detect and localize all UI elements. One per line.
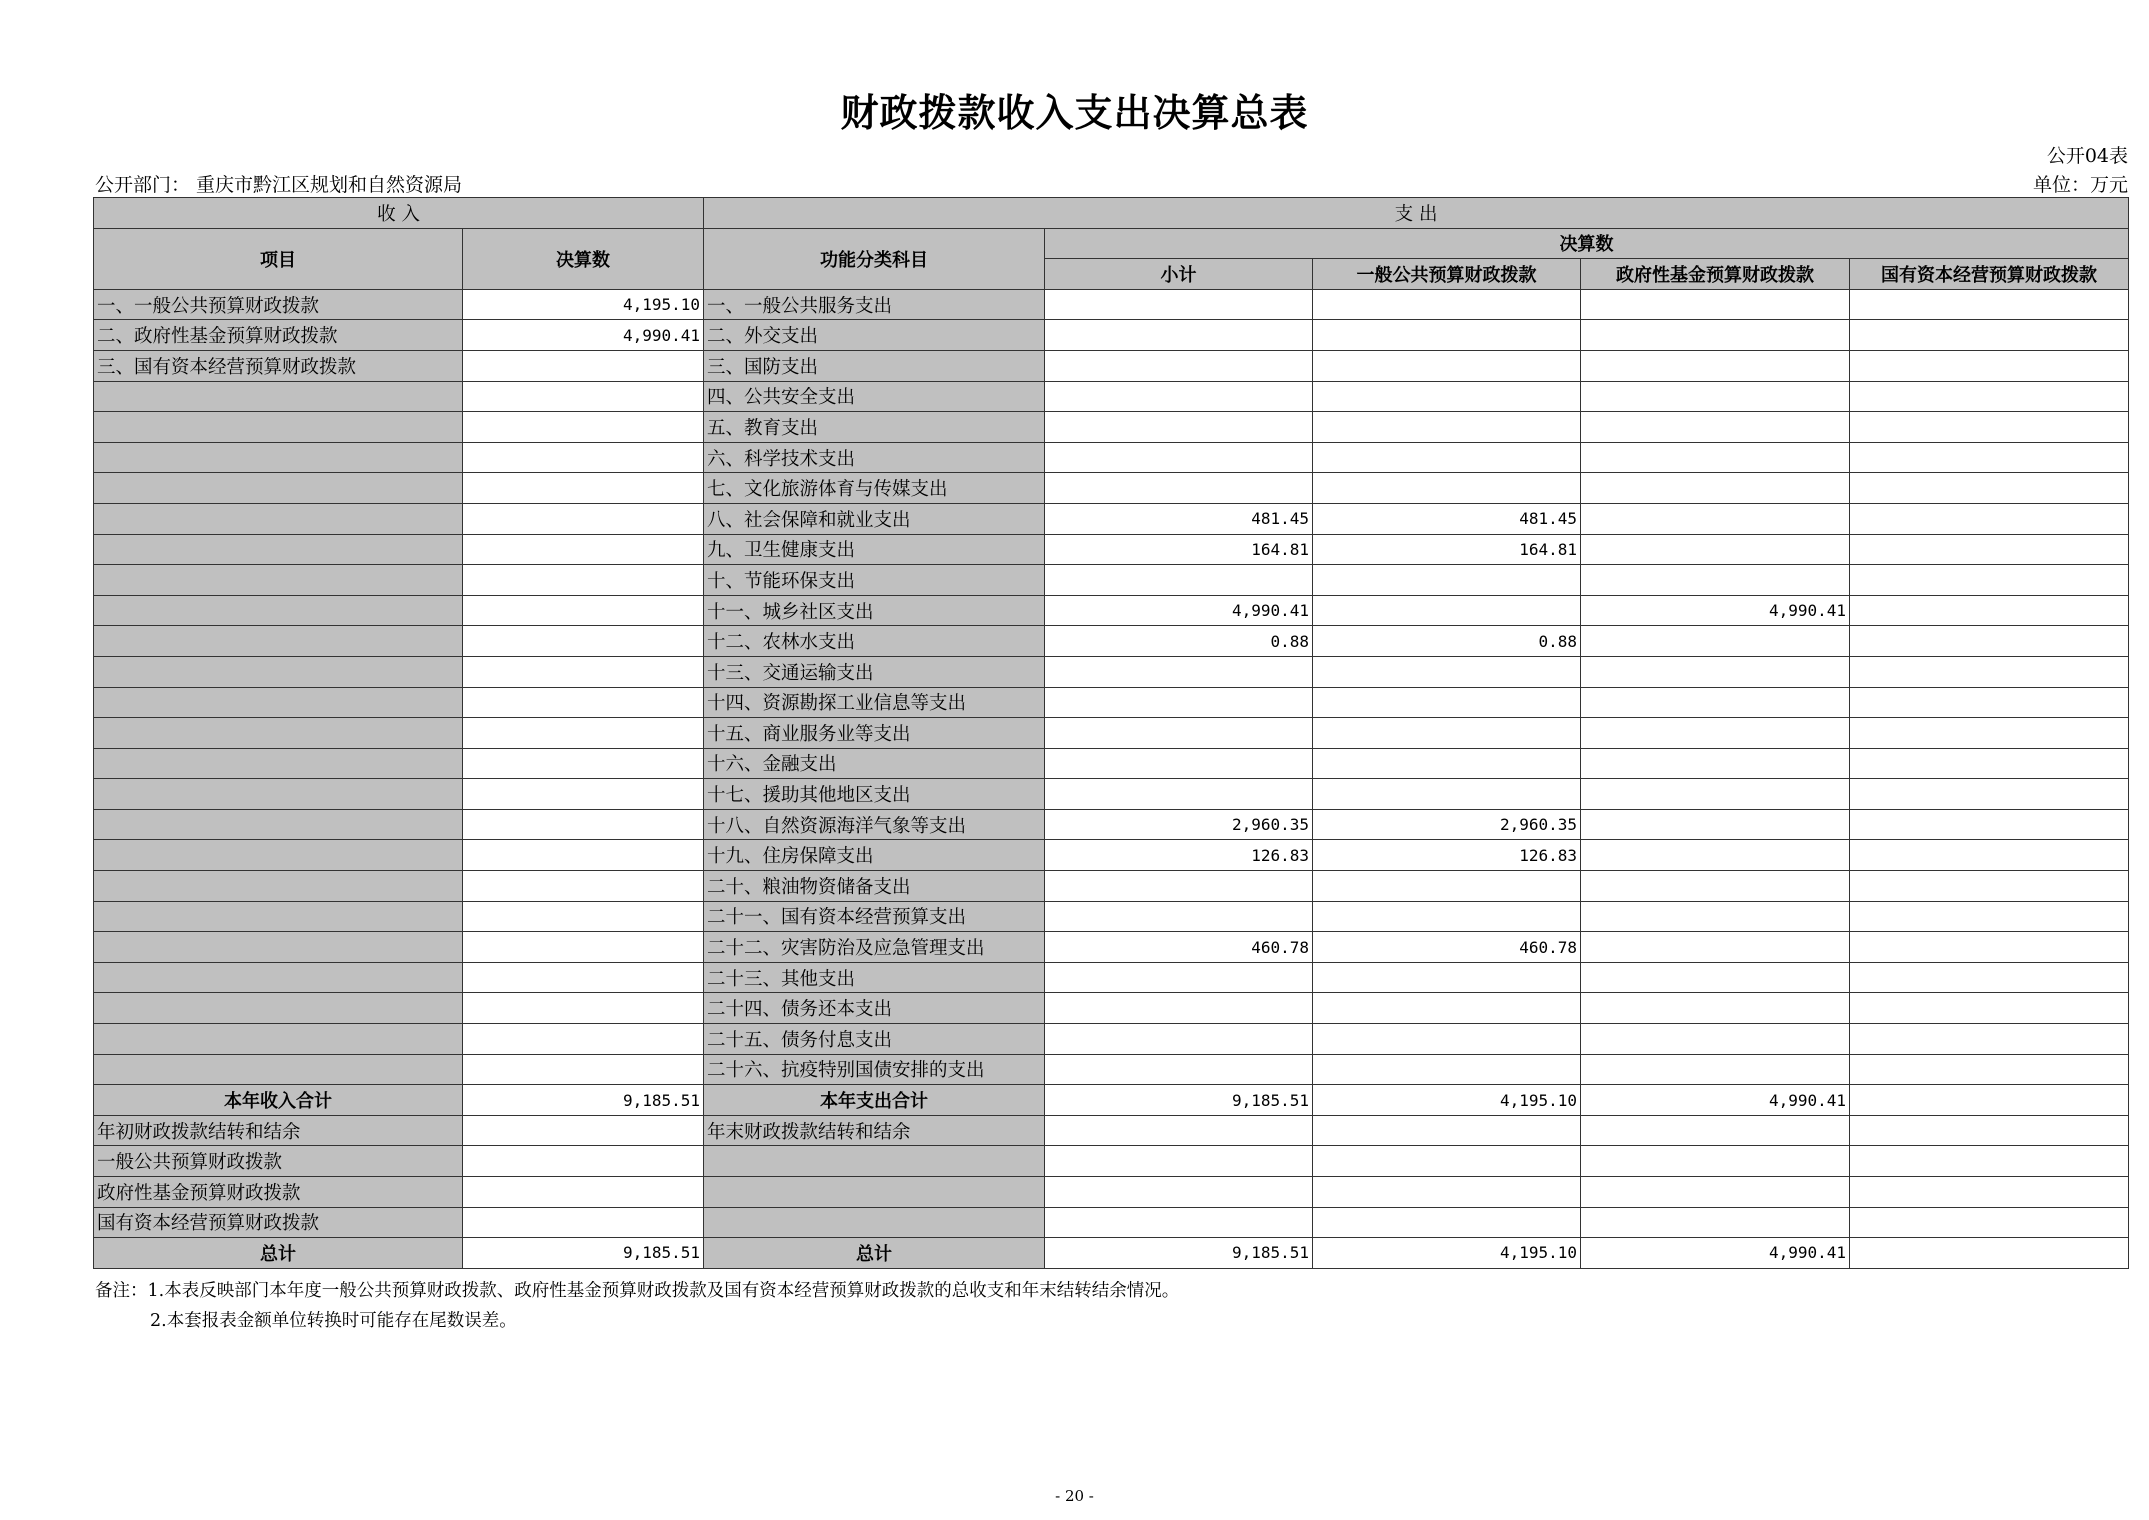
function-category-cell: 二十一、国有资本经营预算支出 — [704, 901, 1045, 932]
expense-header: 支 出 — [704, 198, 2129, 229]
budget-table — [93, 197, 2129, 1269]
soe-budget-cell — [1850, 962, 2129, 993]
income-amount-cell — [463, 871, 704, 902]
fund-budget-cell — [1581, 871, 1850, 902]
function-category-cell: 三、国防支出 — [704, 350, 1045, 381]
function-category-cell: 七、文化旅游体育与传媒支出 — [704, 473, 1045, 504]
fund-budget-cell — [1581, 350, 1850, 381]
grand-expense-total-label: 总计 — [704, 1238, 1045, 1269]
table-row — [94, 1024, 2129, 1055]
header-row-2 — [94, 228, 2129, 259]
fund-budget-cell — [1581, 1207, 1850, 1238]
carry-over-sub-amount — [463, 1207, 704, 1238]
table-row — [94, 473, 2129, 504]
income-amount-cell — [463, 565, 704, 596]
income-item-cell: 二、政府性基金预算财政拨款 — [94, 320, 463, 351]
fund-header: 政府性基金预算财政拨款 — [1581, 259, 1850, 290]
fund-budget-cell — [1581, 565, 1850, 596]
table-row — [94, 779, 2129, 810]
income-item-cell — [94, 932, 463, 963]
soe-budget-cell — [1850, 871, 2129, 902]
subtotal-cell — [1045, 656, 1313, 687]
unit-label: 单位：万元 — [2032, 174, 2128, 196]
general-budget-cell — [1313, 871, 1581, 902]
fund-budget-cell — [1581, 1146, 1850, 1177]
income-item-cell: 三、国有资本经营预算财政拨款 — [94, 350, 463, 381]
income-item-cell — [94, 565, 463, 596]
function-category-cell: 十六、金融支出 — [704, 748, 1045, 779]
income-item-cell — [94, 381, 463, 412]
item-header: 项目 — [94, 228, 463, 289]
income-amount-cell: 4,195.10 — [463, 289, 704, 320]
subtotal-cell — [1045, 320, 1313, 351]
table-row — [94, 809, 2129, 840]
fund-budget-cell — [1581, 1177, 1850, 1208]
soe-budget-cell — [1850, 473, 2129, 504]
fund-budget-cell — [1581, 962, 1850, 993]
subtotal-cell — [1045, 718, 1313, 749]
notes — [95, 1276, 1179, 1336]
fund-budget-cell — [1581, 718, 1850, 749]
fund-budget-cell — [1581, 932, 1850, 963]
general-budget-cell — [1313, 993, 1581, 1024]
fund-budget-cell — [1581, 901, 1850, 932]
beginning-carry-over-amount — [463, 1115, 704, 1146]
carry-over-sub-item: 政府性基金预算财政拨款 — [94, 1177, 463, 1208]
soe-budget-cell — [1850, 534, 2129, 565]
subtotal-cell — [1045, 442, 1313, 473]
subtotal-cell — [1045, 748, 1313, 779]
function-category-cell: 十一、城乡社区支出 — [704, 595, 1045, 626]
fund-budget-cell — [1581, 503, 1850, 534]
final-header: 决算数 — [1045, 228, 2129, 259]
function-category-cell: 一、一般公共服务支出 — [704, 289, 1045, 320]
fund-budget-cell — [1581, 809, 1850, 840]
general-budget-cell — [1313, 1177, 1581, 1208]
soe-budget-cell — [1850, 1054, 2129, 1085]
soe-budget-cell — [1850, 993, 2129, 1024]
general-budget-cell: 2,960.35 — [1313, 809, 1581, 840]
function-category-cell: 五、教育支出 — [704, 412, 1045, 443]
table-row — [94, 993, 2129, 1024]
carry-over-row — [94, 1115, 2129, 1146]
carry-over-func-cell — [704, 1146, 1045, 1177]
soe-budget-cell — [1850, 1115, 2129, 1146]
subtotal-cell — [1045, 350, 1313, 381]
subtotal-cell — [1045, 993, 1313, 1024]
year-expense-total-label: 本年支出合计 — [704, 1085, 1045, 1116]
general-budget-cell — [1313, 656, 1581, 687]
function-category-cell: 二十六、抗疫特别国债安排的支出 — [704, 1054, 1045, 1085]
fund-budget-cell — [1581, 381, 1850, 412]
subtotal-cell: 126.83 — [1045, 840, 1313, 871]
function-category-cell: 九、卫生健康支出 — [704, 534, 1045, 565]
fund-budget-cell — [1581, 687, 1850, 718]
subtotal-cell — [1045, 1054, 1313, 1085]
soe-budget-cell — [1850, 779, 2129, 810]
subtotal-cell — [1045, 1146, 1313, 1177]
income-amount-cell — [463, 1054, 704, 1085]
subtotal-cell — [1045, 901, 1313, 932]
func-header: 功能分类科目 — [704, 228, 1045, 289]
subtotal-cell — [1045, 1024, 1313, 1055]
soe-budget-cell — [1850, 442, 2129, 473]
income-amount-cell — [463, 534, 704, 565]
grand-income-total-amount: 9,185.51 — [463, 1238, 704, 1269]
table-row — [94, 503, 2129, 534]
soe-budget-cell — [1850, 320, 2129, 351]
carry-over-sub-row — [94, 1207, 2129, 1238]
income-item-cell — [94, 840, 463, 871]
fund-budget-cell — [1581, 442, 1850, 473]
subtotal-cell — [1045, 381, 1313, 412]
function-category-cell: 十九、住房保障支出 — [704, 840, 1045, 871]
fund-budget-cell — [1581, 534, 1850, 565]
soe-budget-cell — [1850, 656, 2129, 687]
general-budget-cell — [1313, 901, 1581, 932]
income-amount-cell — [463, 442, 704, 473]
form-number: 公开04表 — [2046, 145, 2128, 167]
soe-budget-cell — [1850, 901, 2129, 932]
income-item-cell — [94, 962, 463, 993]
income-amount-cell — [463, 1024, 704, 1055]
income-item-cell — [94, 473, 463, 504]
subtotal-cell — [1045, 687, 1313, 718]
table-row — [94, 565, 2129, 596]
fund-budget-cell — [1581, 993, 1850, 1024]
soe-budget-cell — [1850, 289, 2129, 320]
income-amount-cell — [463, 718, 704, 749]
income-amount-cell — [463, 687, 704, 718]
table-row — [94, 932, 2129, 963]
general-budget-cell — [1313, 779, 1581, 810]
fund-budget-cell — [1581, 289, 1850, 320]
year-total-fund: 4,990.41 — [1581, 1085, 1850, 1116]
general-budget-cell — [1313, 1146, 1581, 1177]
income-amount-cell — [463, 350, 704, 381]
fund-budget-cell: 4,990.41 — [1581, 595, 1850, 626]
income-amount-cell — [463, 748, 704, 779]
grand-total-row — [94, 1238, 2129, 1269]
general-budget-cell — [1313, 442, 1581, 473]
header-row-1 — [94, 198, 2129, 229]
subtotal-cell — [1045, 1177, 1313, 1208]
general-budget-cell: 460.78 — [1313, 932, 1581, 963]
year-total-row — [94, 1085, 2129, 1116]
subtotal-cell: 2,960.35 — [1045, 809, 1313, 840]
table-row — [94, 656, 2129, 687]
general-budget-cell — [1313, 412, 1581, 443]
general-budget-cell: 164.81 — [1313, 534, 1581, 565]
income-item-cell: 一、一般公共预算财政拨款 — [94, 289, 463, 320]
general-budget-cell — [1313, 595, 1581, 626]
soe-budget-cell — [1850, 1146, 2129, 1177]
table-row — [94, 626, 2129, 657]
subtotal-cell — [1045, 412, 1313, 443]
general-budget-cell — [1313, 687, 1581, 718]
table-row — [94, 871, 2129, 902]
table-row — [94, 1054, 2129, 1085]
function-category-cell: 二十四、债务还本支出 — [704, 993, 1045, 1024]
grand-total-subtotal: 9,185.51 — [1045, 1238, 1313, 1269]
carry-over-sub-row — [94, 1177, 2129, 1208]
subtotal-cell: 164.81 — [1045, 534, 1313, 565]
income-amount-cell — [463, 962, 704, 993]
soe-budget-cell — [1850, 1177, 2129, 1208]
table-row — [94, 840, 2129, 871]
function-category-cell: 二、外交支出 — [704, 320, 1045, 351]
fund-budget-cell — [1581, 840, 1850, 871]
soe-budget-cell — [1850, 748, 2129, 779]
function-category-cell: 二十五、债务付息支出 — [704, 1024, 1045, 1055]
table-row — [94, 595, 2129, 626]
function-category-cell: 十五、商业服务业等支出 — [704, 718, 1045, 749]
general-budget-cell — [1313, 1024, 1581, 1055]
fund-budget-cell — [1581, 412, 1850, 443]
table-row — [94, 350, 2129, 381]
table-row — [94, 381, 2129, 412]
income-item-cell — [94, 503, 463, 534]
function-category-cell: 八、社会保障和就业支出 — [704, 503, 1045, 534]
report-title: 财政拨款收入支出决算总表 — [840, 91, 1309, 135]
soe-budget-cell — [1850, 595, 2129, 626]
general-budget-cell: 0.88 — [1313, 626, 1581, 657]
year-income-total-amount: 9,185.51 — [463, 1085, 704, 1116]
amount-header: 决算数 — [463, 228, 704, 289]
year-income-total-label: 本年收入合计 — [94, 1085, 463, 1116]
note-2: 2.本套报表金额单位转换时可能存在尾数误差。 — [150, 1311, 517, 1331]
soe-budget-cell — [1850, 1024, 2129, 1055]
soe-header: 国有资本经营预算财政拨款 — [1850, 259, 2129, 290]
general-budget-cell — [1313, 1207, 1581, 1238]
general-budget-cell — [1313, 350, 1581, 381]
table-row — [94, 442, 2129, 473]
soe-budget-cell — [1850, 718, 2129, 749]
soe-budget-cell — [1850, 412, 2129, 443]
income-item-cell — [94, 1054, 463, 1085]
fund-budget-cell — [1581, 779, 1850, 810]
soe-budget-cell — [1850, 1207, 2129, 1238]
general-budget-cell — [1313, 962, 1581, 993]
income-item-cell — [94, 1024, 463, 1055]
general-budget-cell — [1313, 320, 1581, 351]
table-row — [94, 412, 2129, 443]
function-category-cell: 二十、粮油物资储备支出 — [704, 871, 1045, 902]
soe-budget-cell — [1850, 503, 2129, 534]
table-row — [94, 962, 2129, 993]
income-item-cell — [94, 901, 463, 932]
note-1: 备注：1.本表反映部门本年度一般公共预算财政拨款、政府性基金预算财政拨款及国有资本经营预算财政拨款的总收支和年末结转结余情况。 — [95, 1281, 1180, 1301]
year-total-general: 4,195.10 — [1313, 1085, 1581, 1116]
fund-budget-cell — [1581, 656, 1850, 687]
function-category-cell: 二十二、灾害防治及应急管理支出 — [704, 932, 1045, 963]
table-row — [94, 901, 2129, 932]
subtotal-cell: 481.45 — [1045, 503, 1313, 534]
general-budget-cell — [1313, 473, 1581, 504]
grand-total-general: 4,195.10 — [1313, 1238, 1581, 1269]
income-item-cell — [94, 993, 463, 1024]
fund-budget-cell — [1581, 748, 1850, 779]
income-amount-cell — [463, 626, 704, 657]
carry-over-sub-amount — [463, 1177, 704, 1208]
income-item-cell — [94, 871, 463, 902]
grand-total-soe — [1850, 1238, 2129, 1269]
subtotal-cell — [1045, 1115, 1313, 1146]
soe-budget-cell — [1850, 350, 2129, 381]
general-budget-cell — [1313, 1054, 1581, 1085]
income-amount-cell — [463, 656, 704, 687]
income-header: 收 入 — [94, 198, 704, 229]
table-row — [94, 687, 2129, 718]
subtotal-cell: 4,990.41 — [1045, 595, 1313, 626]
soe-budget-cell — [1850, 809, 2129, 840]
income-item-cell — [94, 687, 463, 718]
income-amount-cell — [463, 595, 704, 626]
subtotal-cell — [1045, 871, 1313, 902]
beginning-carry-over-label: 年初财政拨款结转和结余 — [94, 1115, 463, 1146]
function-category-cell: 十三、交通运输支出 — [704, 656, 1045, 687]
subtotal-cell — [1045, 1207, 1313, 1238]
page-number: - 20 - — [1055, 1487, 1094, 1505]
fund-budget-cell — [1581, 473, 1850, 504]
function-category-cell: 十七、援助其他地区支出 — [704, 779, 1045, 810]
income-amount-cell — [463, 779, 704, 810]
general-budget-cell — [1313, 381, 1581, 412]
income-item-cell — [94, 412, 463, 443]
department-label: 公开部门： 重庆市黔江区规划和自然资源局 — [95, 174, 463, 196]
income-amount-cell — [463, 503, 704, 534]
carry-over-func-cell — [704, 1207, 1045, 1238]
general-budget-cell: 126.83 — [1313, 840, 1581, 871]
income-amount-cell — [463, 932, 704, 963]
carry-over-func-cell — [704, 1177, 1045, 1208]
table-row — [94, 320, 2129, 351]
income-item-cell — [94, 534, 463, 565]
general-budget-cell — [1313, 565, 1581, 596]
income-item-cell — [94, 595, 463, 626]
income-item-cell — [94, 748, 463, 779]
general-budget-cell — [1313, 748, 1581, 779]
subtotal-cell — [1045, 565, 1313, 596]
subtotal-cell — [1045, 473, 1313, 504]
year-total-subtotal: 9,185.51 — [1045, 1085, 1313, 1116]
soe-budget-cell — [1850, 687, 2129, 718]
income-item-cell — [94, 809, 463, 840]
fund-budget-cell — [1581, 320, 1850, 351]
carry-over-sub-item: 一般公共预算财政拨款 — [94, 1146, 463, 1177]
income-item-cell — [94, 442, 463, 473]
table-row — [94, 748, 2129, 779]
fund-budget-cell — [1581, 1024, 1850, 1055]
function-category-cell: 十、节能环保支出 — [704, 565, 1045, 596]
general-budget-cell — [1313, 718, 1581, 749]
function-category-cell: 二十三、其他支出 — [704, 962, 1045, 993]
fund-budget-cell — [1581, 626, 1850, 657]
soe-budget-cell — [1850, 840, 2129, 871]
fund-budget-cell — [1581, 1115, 1850, 1146]
income-amount-cell — [463, 809, 704, 840]
subtotal-cell — [1045, 962, 1313, 993]
income-amount-cell — [463, 840, 704, 871]
subtotal-header: 小计 — [1045, 259, 1313, 290]
general-budget-cell: 481.45 — [1313, 503, 1581, 534]
carry-over-sub-item: 国有资本经营预算财政拨款 — [94, 1207, 463, 1238]
function-category-cell: 十二、农林水支出 — [704, 626, 1045, 657]
function-category-cell: 六、科学技术支出 — [704, 442, 1045, 473]
income-item-cell — [94, 718, 463, 749]
income-item-cell — [94, 779, 463, 810]
soe-budget-cell — [1850, 932, 2129, 963]
function-category-cell: 十八、自然资源海洋气象等支出 — [704, 809, 1045, 840]
soe-budget-cell — [1850, 381, 2129, 412]
grand-income-total-label: 总计 — [94, 1238, 463, 1269]
soe-budget-cell — [1850, 626, 2129, 657]
general-budget-cell — [1313, 1115, 1581, 1146]
income-amount-cell — [463, 412, 704, 443]
table-row — [94, 718, 2129, 749]
income-amount-cell — [463, 473, 704, 504]
carry-over-sub-amount — [463, 1146, 704, 1177]
income-item-cell — [94, 656, 463, 687]
table-row — [94, 289, 2129, 320]
grand-total-fund: 4,990.41 — [1581, 1238, 1850, 1269]
subtotal-cell: 0.88 — [1045, 626, 1313, 657]
general-budget-cell — [1313, 289, 1581, 320]
income-amount-cell — [463, 901, 704, 932]
income-amount-cell: 4,990.41 — [463, 320, 704, 351]
function-category-cell: 十四、资源勘探工业信息等支出 — [704, 687, 1045, 718]
income-amount-cell — [463, 993, 704, 1024]
income-item-cell — [94, 626, 463, 657]
general-header: 一般公共预算财政拨款 — [1313, 259, 1581, 290]
carry-over-sub-row — [94, 1146, 2129, 1177]
soe-budget-cell — [1850, 565, 2129, 596]
fund-budget-cell — [1581, 1054, 1850, 1085]
ending-carry-over-label: 年末财政拨款结转和结余 — [704, 1115, 1045, 1146]
function-category-cell: 四、公共安全支出 — [704, 381, 1045, 412]
year-total-soe — [1850, 1085, 2129, 1116]
table-row — [94, 534, 2129, 565]
subtotal-cell — [1045, 289, 1313, 320]
subtotal-cell — [1045, 779, 1313, 810]
income-amount-cell — [463, 381, 704, 412]
subtotal-cell: 460.78 — [1045, 932, 1313, 963]
